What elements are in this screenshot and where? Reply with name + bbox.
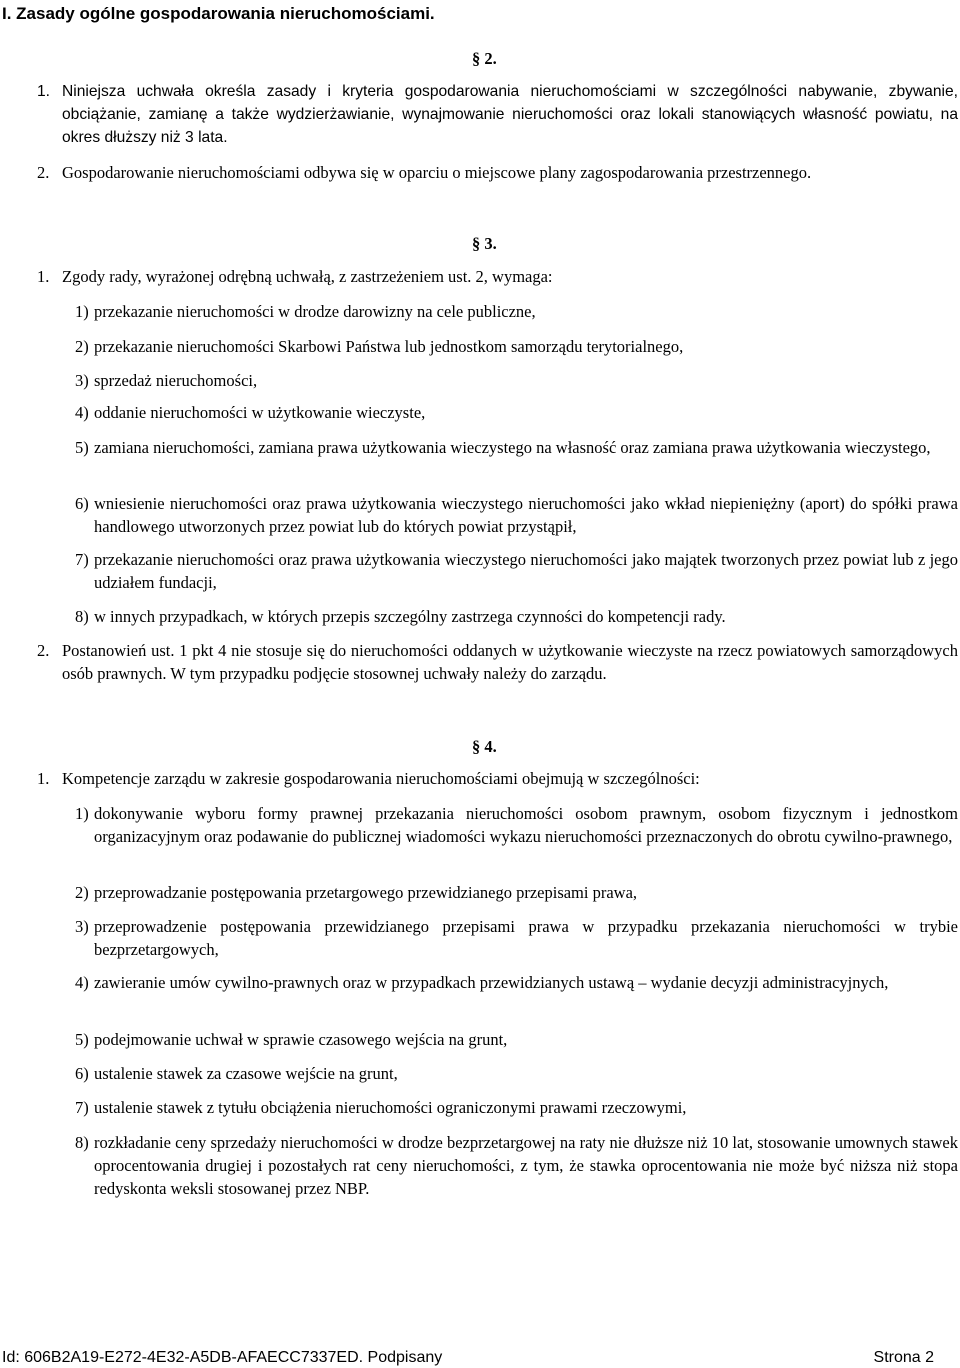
s3-list-item (75, 436, 958, 459)
item-text: w innych przypadkach, w których przepis szczególny zastrzega czynności do kompetencji rady. (94, 607, 726, 626)
item-number: 6) (75, 494, 89, 513)
item-number: 4) (75, 403, 89, 422)
item-number: 1) (75, 804, 89, 823)
paragraph-number: 1. (37, 769, 50, 788)
s3-list-item (75, 300, 958, 323)
s2-paragraph-1 (37, 80, 958, 149)
s4-list-item (75, 802, 958, 848)
s4-list-item (75, 915, 958, 961)
s4-list-item (75, 1062, 958, 1085)
item-number: 3) (75, 917, 89, 936)
item-text: zamiana nieruchomości, zamiana prawa użytkowania wieczystego na własność oraz zamiana prawa użytkowania wieczystego, (94, 438, 931, 457)
item-text: rozkładanie ceny sprzedaży nieruchomości w drodze bezprzetargowej na raty nie dłuższe niż 10 lat, stosowanie umownych stawek oprocentowania drugiej i pozostałych rat ceny nieruchomości, z tym, że stawka oprocentowania nie może być niższa niż stopa redyskonta weksli stosowanej przez NBP. (94, 1133, 958, 1198)
item-text: przeprowadzanie postępowania przetargowego przewidzianego przepisami prawa, (94, 883, 638, 902)
page-number: Strona 2 (873, 1349, 934, 1366)
item-number: 6) (75, 1064, 89, 1083)
s3-list-item (75, 492, 958, 538)
s3-list-item (75, 548, 958, 594)
item-text: podejmowanie uchwał w sprawie czasowego wejścia na grunt, (94, 1030, 508, 1049)
s4-list-item (75, 1096, 958, 1119)
item-text: wniesienie nieruchomości oraz prawa użytkowania wieczystego nieruchomości jako wkład niepieniężny (aport) do spółki prawa handlowego utworzonych przez powiat lub do których powiat przystąpił, (94, 494, 958, 536)
s3-list-item (75, 401, 958, 424)
item-number: 5) (75, 438, 89, 457)
s2-paragraph-2 (37, 161, 958, 184)
item-number: 2) (75, 337, 89, 356)
s4-list-item (75, 971, 958, 994)
section-2-title: § 2. (472, 49, 497, 68)
section-3-title: § 3. (472, 234, 497, 253)
paragraph-number: 1. (37, 83, 51, 100)
item-text: przekazanie nieruchomości oraz prawa użytkowania wieczystego nieruchomości jako majątek tworzonych przez powiat lub z jego udziałem fundacji, (94, 550, 958, 592)
s3-list-item (75, 605, 958, 628)
s3-paragraph-1 (37, 265, 958, 288)
item-text: przeprowadzenie postępowania przewidzianego przepisami prawa w przypadku przekazania nieruchomości w trybie bezprzetargowych, (94, 917, 958, 959)
item-number: 2) (75, 883, 89, 902)
s4-list-item (75, 1131, 958, 1200)
paragraph-text: Postanowień ust. 1 pkt 4 nie stosuje się do nieruchomości oddanych w użytkowanie wieczyste na rzecz powiatowych samorządowych osób prawnych. W tym przypadku podjęcie stosownej uchwały należy do zarządu. (62, 641, 958, 683)
s4-paragraph-1 (37, 767, 958, 790)
paragraph-text: Zgody rady, wyrażonej odrębną uchwałą, z zastrzeżeniem ust. 2, wymaga: (62, 267, 553, 286)
s3-list-item (75, 335, 958, 358)
s3-paragraph-2 (37, 639, 958, 685)
page-footer (2, 1348, 934, 1368)
document-id: Id: 606B2A19-E272-4E32-A5DB-AFAECC7337ED. Podpisany (2, 1349, 443, 1366)
item-text: przekazanie nieruchomości Skarbowi Państwa lub jednostkom samorządu terytorialnego, (94, 337, 684, 356)
item-text: dokonywanie wyboru formy prawnej przekazania nieruchomości osobom prawnym, osobom fizycznym i jednostkom organizacyjnym oraz podawanie do publicznej wiadomości wykazu nieruchomości przeznaczonych do obrotu cywilno-prawnego, (94, 804, 958, 846)
item-text: oddanie nieruchomości w użytkowanie wieczyste, (94, 403, 426, 422)
s3-list-item (75, 369, 958, 392)
item-number: 7) (75, 1098, 89, 1117)
item-number: 8) (75, 607, 89, 626)
paragraph-text: Gospodarowanie nieruchomościami odbywa się w oparciu o miejscowe plany zagospodarowania przestrzennego. (62, 163, 812, 182)
item-number: 7) (75, 550, 89, 569)
item-text: zawieranie umów cywilno-prawnych oraz w przypadkach przewidzianych ustawą – wydanie decyzji administracyjnych, (94, 973, 889, 992)
item-text: sprzedaż nieruchomości, (94, 371, 258, 390)
s4-list-item (75, 881, 958, 904)
item-text: ustalenie stawek za czasowe wejście na grunt, (94, 1064, 398, 1083)
item-number: 3) (75, 371, 89, 390)
paragraph-text: Niniejsza uchwała określa zasady i kryteria gospodarowania nieruchomościami w szczególności nabywanie, zbywanie, obciążanie, zamianę a także wydzierżawianie, wynajmowanie nieruchomości oraz lokali stanowiących własność powiatu, na okres dłuższy niż 3 lata. (62, 83, 958, 146)
paragraph-number: 2. (37, 641, 50, 660)
paragraph-number: 1. (37, 267, 50, 286)
paragraph-text: Kompetencje zarządu w zakresie gospodarowania nieruchomościami obejmują w szczególności: (62, 769, 700, 788)
item-text: przekazanie nieruchomości w drodze darowizny na cele publiczne, (94, 302, 536, 321)
item-number: 4) (75, 973, 89, 992)
section-4-title: § 4. (472, 737, 497, 756)
s4-list-item (75, 1028, 958, 1051)
item-number: 1) (75, 302, 89, 321)
item-text: ustalenie stawek z tytułu obciążenia nieruchomości ograniczonymi prawami rzeczowymi, (94, 1098, 687, 1117)
chapter-heading: I. Zasady ogólne gospodarowania nieruchomościami. (2, 4, 435, 23)
item-number: 8) (75, 1133, 89, 1152)
item-number: 5) (75, 1030, 89, 1049)
paragraph-number: 2. (37, 163, 50, 182)
